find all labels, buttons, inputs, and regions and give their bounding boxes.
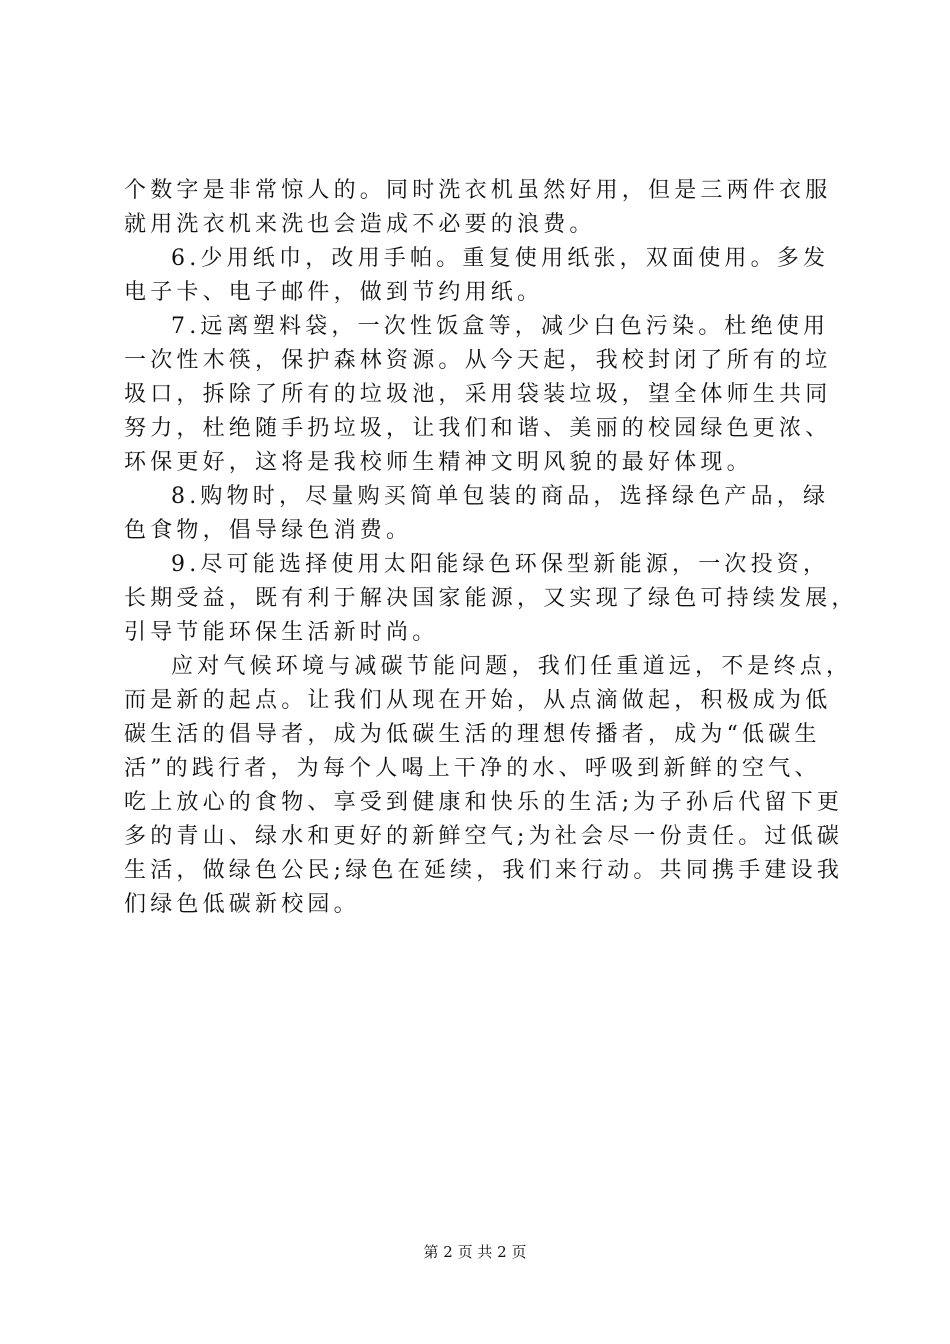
text-line: 电子卡、电子邮件，做到节约用纸。 bbox=[124, 280, 544, 305]
text-line: 长期受益，既有利于解决国家能源，又实现了绿色可持续发展， bbox=[124, 586, 858, 611]
text-line: 而是新的起点。让我们从现在开始，从点滴做起，积极成为低 bbox=[124, 688, 832, 713]
page-footer bbox=[0, 1242, 950, 1262]
text-line: 吃上放心的食物、享受到健康和快乐的生活;为子孙后代留下更 bbox=[124, 790, 844, 815]
text-line: 色食物，倡导绿色消费。 bbox=[124, 518, 413, 543]
closing-paragraph-line: 应对气候环境与减碳节能问题，我们任重道远，不是终点， bbox=[171, 654, 853, 679]
list-item-9-line: 9.尽可能选择使用太阳能绿色环保型新能源，一次投资， bbox=[171, 552, 830, 577]
text-line: 活”的践行者，为每个人喝上干净的水、呼吸到新鲜的空气、 bbox=[124, 756, 821, 781]
list-item-7-line: 7.远离塑料袋，一次性饭盒等，减少白色污染。杜绝使用 bbox=[171, 314, 830, 339]
text-line: 引导节能环保生活新时尚。 bbox=[124, 620, 439, 645]
document-body bbox=[124, 174, 858, 922]
text-line: 个数字是非常惊人的。同时洗衣机虽然好用，但是三两件衣服 bbox=[124, 178, 832, 203]
text-line: 就用洗衣机来洗也会造成不必要的浪费。 bbox=[124, 212, 596, 237]
page-number: 第 2 页 共 2 页 bbox=[423, 1243, 527, 1261]
text-line: 环保更好，这将是我校师生精神文明风貌的最好体现。 bbox=[124, 450, 753, 475]
list-item-6-line: 6.少用纸巾，改用手帕。重复使用纸张，双面使用。多发 bbox=[171, 246, 830, 271]
text-line: 努力，杜绝随手扔垃圾，让我们和谐、美丽的校园绿色更浓、 bbox=[124, 416, 832, 441]
text-line: 一次性木筷，保护森林资源。从今天起，我校封闭了所有的垃 bbox=[124, 348, 832, 373]
text-line: 们绿色低碳新校园。 bbox=[124, 892, 360, 917]
text-line: 圾口，拆除了所有的垃圾池，采用袋装垃圾，望全体师生共同 bbox=[124, 382, 832, 407]
text-line: 碳生活的倡导者，成为低碳生活的理想传播者，成为“低碳生 bbox=[124, 722, 821, 747]
text-line: 生活，做绿色公民;绿色在延续，我们来行动。共同携手建设我 bbox=[124, 858, 844, 883]
list-item-8-line: 8.购物时，尽量购买简单包装的商品，选择绿色产品，绿 bbox=[171, 484, 830, 509]
text-line: 多的青山、绿水和更好的新鲜空气;为社会尽一份责任。过低碳 bbox=[124, 824, 844, 849]
